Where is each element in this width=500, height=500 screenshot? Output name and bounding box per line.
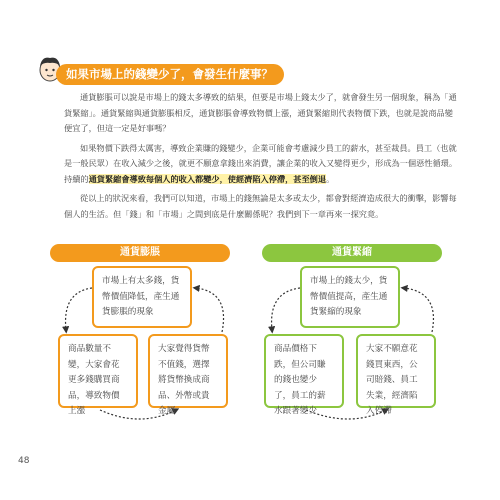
- paragraph-2-end: 。: [326, 173, 335, 184]
- inflation-cause-box: 市場上有太多錢，貨幣價值降低，產生通貨膨脹的現象: [92, 266, 192, 328]
- deflation-arrow-left: [272, 288, 300, 330]
- highlighted-text: 通貨緊縮會導致每個人的收入都變少，使經濟陷入停滯，甚至倒退: [88, 173, 327, 184]
- paragraph-2: [64, 141, 460, 188]
- paragraph-1: 通貨膨脹可以說是市場上的錢太多導致的結果，但要是市場上錢太少了，就會發生另一個現象，稱為「通貨緊縮」。通貨緊縮與通貨膨脹相反，通貨膨脹會導致物價上漲，通貨緊縮則代表物價下跌，也就是說商品變便宜了，但這一定是好事嗎？: [64, 92, 457, 133]
- inflation-effect-price-box: 商品數量不變，大家會花更多錢購買商品，導致物價上漲: [58, 334, 138, 408]
- inflation-label: 通貨膨脹: [50, 244, 230, 262]
- deflation-arrow-right: [404, 288, 433, 332]
- deflation-effect-wage-box: 商品價格下跌，但公司賺的錢也變少了，員工的薪水跟著變少: [264, 334, 344, 408]
- section-heading: 如果市場上的錢變少了，會發生什麼事？: [56, 64, 284, 85]
- inflation-arrow-left: [66, 288, 92, 330]
- inflation-effect-currency-box: 大家覺得貨幣不值錢，選擇將貨幣換成商品、外幣或貴金屬: [148, 334, 228, 408]
- body-text: [64, 90, 460, 226]
- paragraph-3: 從以上的狀況來看，我們可以知道，市場上的錢無論是太多或太少，都會對經濟造成很大的衝擊，影響每個人的生活。但「錢」和「市場」之間到底是什麼關係呢？我們到下一章再來一探究竟。: [64, 193, 457, 219]
- deflation-cause-box: 市場上的錢太少，貨幣價值提高，產生通貨緊縮的現象: [300, 266, 400, 328]
- page-number: 48: [18, 456, 30, 466]
- inflation-arrow-right: [196, 288, 224, 332]
- deflation-effect-economy-box: 大家不願意花錢買東西，公司賠錢、員工失業，經濟陷入停滯: [356, 334, 436, 408]
- paragraph-2-text: 如果物價下跌得太厲害，導致企業賺的錢變少，企業可能會考慮減少員工的薪水，甚至裁員。員工（也就是一般民眾）在收入減少之後，就更不願意拿錢出來消費，讓企業的收入又變得更少，形成為一個惡性循環。持續的: [64, 142, 458, 184]
- deflation-label: 通貨緊縮: [262, 244, 442, 262]
